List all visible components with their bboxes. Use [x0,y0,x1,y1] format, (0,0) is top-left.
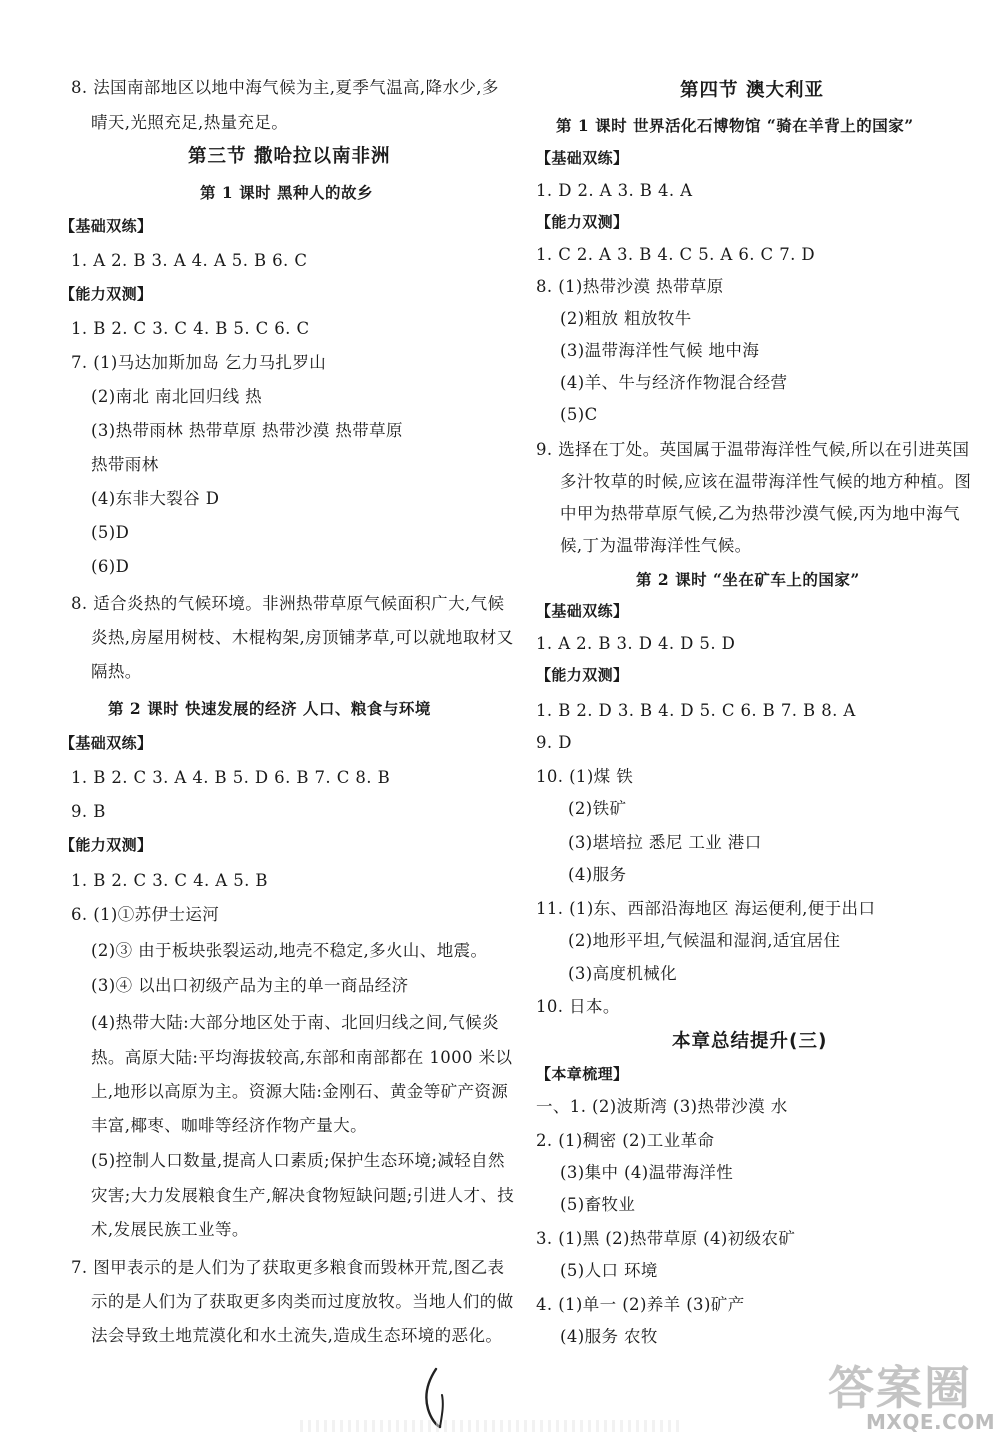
watermark [822,1352,998,1438]
answer-text: (4)服务 农牧 [560,1327,658,1346]
answer-text: 隔热。 [91,662,142,681]
answer-text: 法会导致土地荒漠化和水土流失,造成生态环境的恶化。 [91,1326,503,1345]
answer-text: 8. (1)热带沙漠 热带草原 [536,277,724,296]
answer-text: (3)④ 以出口初级产品为主的单一商品经济 [91,976,409,995]
answer-text: (5)控制人口数量,提高人口素质;保护生态环境;减轻自然 [91,1151,505,1170]
answer-text: (4)羊、牛与经济作物混合经营 [560,373,788,392]
answer-line: 9. D [536,733,572,752]
answer-text: 丰富,椰枣、咖啡等经济作物产量大。 [91,1116,368,1135]
answer-text: (3)高度机械化 [568,964,678,983]
answer-text: (2)地形平坦,气候温和湿润,适宜居住 [568,931,841,950]
section-tag: 【基础双练】 [536,602,629,620]
answer-text: (6)D [91,557,130,576]
answer-text: (4)热带大陆:大部分地区处于南、北回归线之间,气候炎 [91,1013,499,1032]
answer-text: (3)热带雨林 热带草原 热带沙漠 热带草原 [91,421,403,440]
answer-text: 2. (1)稠密 (2)工业革命 [536,1131,715,1150]
answer-text: (5)C [560,405,598,424]
answer-line: 1. B 2. D 3. B 4. D 5. C 6. B 7. B 8. A [536,701,856,720]
answer-text: 11. (1)东、西部沿海地区 海运便利,便于出口 [536,899,876,918]
scan-noise [300,1420,680,1432]
answer-text: 热。高原大陆:平均海拔较高,东部和南部都在 1000 米以 [91,1048,513,1067]
section-tag: 【本章梳理】 [536,1065,629,1083]
answer-text: (4)服务 [568,865,627,884]
answer-text: 示的是人们为了获取更多肉类而过度放牧。当地人们的做 [91,1292,514,1311]
section-tag: 【基础双练】 [60,734,153,752]
watermark-logo: 答案圈 [828,1361,972,1415]
answer-text: (2)南北 南北回归线 热 [91,387,263,406]
answer-line: 1. B 2. C 3. C 4. B 5. C 6. C [71,319,310,338]
lesson-title: 第 1 课时 世界活化石博物馆 “骑在羊背上的国家” [556,116,914,135]
answer-text: 灾害;大力发展粮食生产,解决食物短缺问题;引进人才、技 [91,1186,515,1205]
answer-text: 一、1. (2)波斯湾 (3)热带沙漠 水 [536,1097,788,1116]
answer-text: 10. 日本。 [536,997,620,1016]
answer-text: (3)集中 (4)温带海洋性 [560,1163,734,1182]
answer-text: 4. (1)单一 (2)养羊 (3)矿产 [536,1295,745,1314]
section-title: 本章总结提升(三) [672,1031,828,1052]
answer-text: (2)铁矿 [568,799,627,818]
answer-text: (2)粗放 粗放牧牛 [560,309,692,328]
lesson-title: 第 1 课时 黑种人的故乡 [200,183,373,202]
answer-line: 1. C 2. A 3. B 4. C 5. A 6. C 7. D [536,245,816,264]
answer-line: 9. B [71,802,106,821]
answer-text: 多汁牧草的时候,应该在温带海洋性气候的地方种植。图 [560,472,972,491]
answer-text: 9. 选择在丁处。英国属于温带海洋性气候,所以在引进英国 [536,440,970,459]
answer-line: 1. A 2. B 3. D 4. D 5. D [536,634,736,653]
section-tag: 【能力双测】 [60,285,153,303]
section-tag: 【能力双测】 [536,213,629,231]
answer-text: 晴天,光照充足,热量充足。 [91,113,289,132]
section-tag: 【基础双练】 [60,217,153,235]
answer-text: 术,发展民族工业等。 [91,1220,249,1239]
section-title: 第四节 澳大利亚 [680,80,824,101]
answer-text: 7. 图甲表示的是人们为了获取更多粮食而毁林开荒,图乙表 [71,1258,505,1277]
answer-text: 炎热,房屋用树枝、木棍构架,房顶铺茅草,可以就地取材又 [91,628,514,647]
section-tag: 【基础双练】 [536,149,629,167]
section-title: 第三节 撒哈拉以南非洲 [188,146,391,167]
answer-text: 候,丁为温带海洋性气候。 [560,536,752,555]
answer-text: 10. (1)煤 铁 [536,767,634,786]
answer-text: 上,地形以高原为主。资源大陆:金刚石、黄金等矿产资源 [91,1082,509,1101]
answer-line: 1. A 2. B 3. A 4. A 5. B 6. C [71,251,308,270]
answer-text: 6. (1)①苏伊士运河 [71,905,220,924]
answer-text: (2)③ 由于板块张裂运动,地壳不稳定,多火山、地震。 [91,941,488,960]
answer-text: 热带雨林 [91,455,159,474]
section-tag: 【能力双测】 [60,836,153,854]
answer-text: 7. (1)马达加斯加岛 乞力马扎罗山 [71,353,327,372]
answer-text: (5)D [91,523,130,542]
answer-line: 1. B 2. C 3. A 4. B 5. D 6. B 7. C 8. B [71,768,391,787]
lesson-title: 第 2 课时 快速发展的经济 人口、粮食与环境 [108,699,431,718]
answer-text: 中甲为热带草原气候,乙为热带沙漠气候,丙为地中海气 [560,504,960,523]
answer-text: (5)人口 环境 [560,1261,658,1280]
answer-text: 8. 适合炎热的气候环境。非洲热带草原气候面积广大,气候 [71,594,505,613]
answer-text: (3)堪培拉 悉尼 工业 港口 [568,833,762,852]
answer-text: 8. 法国南部地区以地中海气候为主,夏季气温高,降水少,多 [71,78,499,97]
answer-text: (5)畜牧业 [560,1195,636,1214]
watermark-url: MXQE.COM [866,1410,996,1434]
answer-text: (4)东非大裂谷 D [91,489,220,508]
answer-text: (3)温带海洋性气候 地中海 [560,341,760,360]
lesson-title: 第 2 课时 “坐在矿车上的国家” [636,570,860,589]
answer-line: 1. D 2. A 3. B 4. A [536,181,693,200]
answer-line: 1. B 2. C 3. C 4. A 5. B [71,871,268,890]
answer-text: 3. (1)黑 (2)热带草原 (4)初级农矿 [536,1229,796,1248]
section-tag: 【能力双测】 [536,666,629,684]
